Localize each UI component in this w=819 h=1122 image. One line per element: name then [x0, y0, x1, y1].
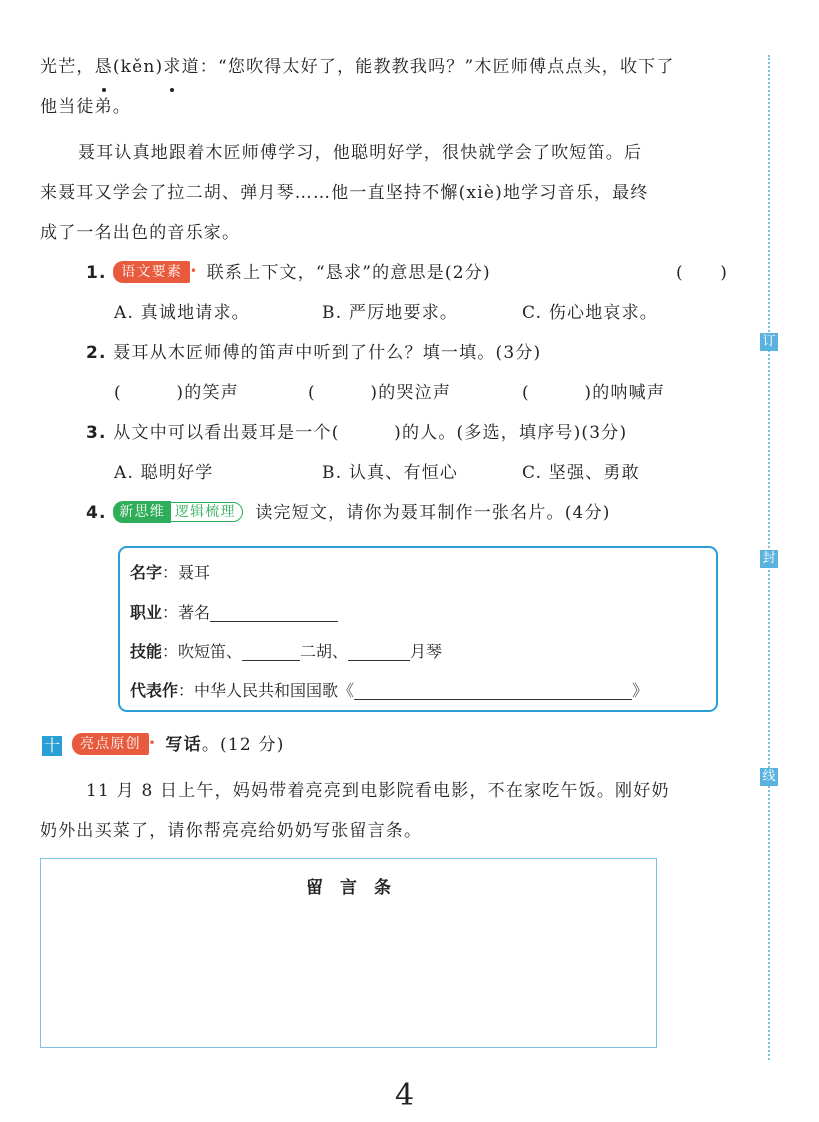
name-card	[118, 546, 718, 712]
value: 月琴	[410, 642, 443, 661]
passage-line-3: 聂耳认真地跟着木匠师傅学习，他聪明好学，很快就学会了吹短笛。后	[78, 143, 643, 163]
tag-badge: 亮点原创 •	[72, 733, 149, 755]
tag-badge: 语文要素 •	[113, 261, 190, 283]
question-number: 1.	[86, 263, 107, 283]
tag-badge-outline: 逻辑梳理	[168, 502, 243, 522]
question-number: 2.	[86, 343, 107, 363]
value: 二胡、	[300, 642, 349, 661]
option-c[interactable]: C. 坚强、勇敢	[522, 463, 640, 483]
card-name-row	[130, 560, 210, 583]
note-title: 留 言 条	[306, 878, 391, 898]
question-4	[86, 494, 611, 533]
page-number: 4	[395, 1078, 415, 1113]
option-b[interactable]: B. 认真、有恒心	[322, 463, 459, 483]
blank-line[interactable]	[354, 681, 632, 700]
question-text: 聂耳从木匠师傅的笛声中听到了什么？填一填。(3分)	[113, 343, 542, 363]
card-skill-row	[130, 639, 442, 662]
blank-line[interactable]	[242, 642, 300, 661]
passage-line-1	[40, 48, 675, 87]
label: 代表作	[130, 681, 179, 700]
prompt-line-2: 奶外出买菜了，请你帮亮亮给奶奶写张留言条。	[40, 821, 423, 841]
card-work-row	[130, 678, 648, 701]
value: 》	[632, 681, 649, 700]
side-label-ding: 订	[760, 333, 778, 351]
blank-line[interactable]	[210, 603, 338, 622]
question-3	[86, 414, 627, 453]
value: ：中华人民共和国国歌《	[178, 681, 355, 700]
value: ：聂耳	[162, 563, 211, 582]
score: 。(12 分)	[201, 735, 285, 755]
option-a[interactable]: A. 聪明好学	[114, 463, 214, 483]
question-text: 读完短文，请你为聂耳制作一张名片。(4分)	[255, 503, 611, 523]
note-writing-box[interactable]	[40, 858, 657, 1048]
emphasis-char: 求	[163, 48, 181, 87]
answer-paren[interactable]: ( )	[676, 263, 729, 283]
section-number: 十	[43, 736, 60, 755]
question-2	[86, 334, 541, 373]
value: ：著名	[162, 603, 211, 622]
blank-cry[interactable]: ( )的哭泣声	[308, 383, 452, 403]
pinyin: (kěn)	[112, 57, 164, 77]
label: 职业	[130, 603, 163, 622]
card-job-row	[130, 600, 338, 623]
prompt-line-1: 11 月 8 日上午，妈妈带着亮亮到电影院看电影，不在家吃午饭。刚好奶	[86, 781, 670, 801]
question-number: 4.	[86, 503, 107, 523]
section-title: 写话	[165, 735, 202, 755]
question-text: 联系上下文，“恳求”的意思是(2分)	[206, 263, 491, 283]
passage-line-5: 成了一名出色的音乐家。	[40, 223, 241, 243]
option-a[interactable]: A. 真诚地请求。	[114, 303, 250, 323]
blank-shout[interactable]: ( )的呐喊声	[522, 383, 666, 403]
tag-badge: 新思维	[113, 501, 171, 523]
label: 技能	[130, 642, 163, 661]
side-label-feng: 封	[760, 550, 778, 568]
passage-line-2: 他当徒弟。	[40, 97, 131, 117]
text: 光芒，	[40, 57, 95, 77]
label: 名字	[130, 563, 163, 582]
option-b[interactable]: B. 严厉地要求。	[322, 303, 459, 323]
option-c[interactable]: C. 伤心地哀求。	[522, 303, 659, 323]
side-label-xian: 线	[760, 768, 778, 786]
passage-line-4: 来聂耳又学会了拉二胡、弹月琴……他一直坚持不懈(xiè)地学习音乐，最终	[40, 183, 649, 203]
section-10-heading	[72, 726, 285, 765]
blank-laugh[interactable]: ( )的笑声	[114, 383, 239, 403]
question-text: 从文中可以看出聂耳是一个( )的人。(多选，填序号)(3分)	[113, 423, 628, 443]
value: ：吹短笛、	[162, 642, 243, 661]
question-1	[86, 254, 491, 293]
text: 道：“您吹得太好了，能教教我吗？”木匠师傅点点头，收下了	[181, 57, 675, 77]
emphasis-char: 恳	[95, 48, 113, 87]
question-number: 3.	[86, 423, 107, 443]
blank-line[interactable]	[348, 642, 410, 661]
